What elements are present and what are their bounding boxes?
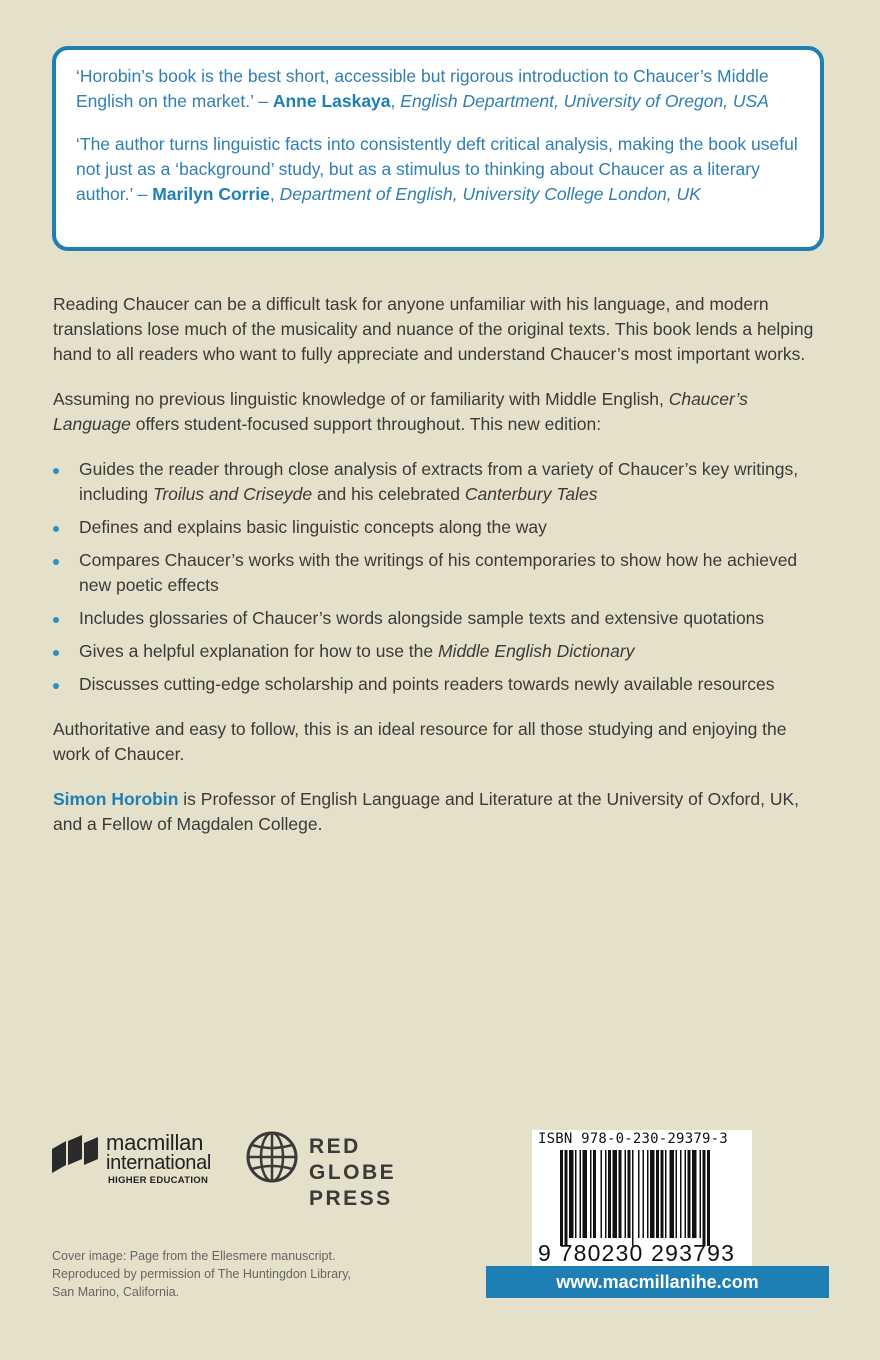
isbn-label: ISBN 978-0-230-29379-3 xyxy=(538,1131,728,1147)
list-item: Defines and explains basic linguistic concepts along the way xyxy=(53,515,828,540)
list-item: Guides the reader through close analysis of extracts from a variety of Chaucer’s key writings, including Troilus and Criseyde and his celebrated Canterbury Tales xyxy=(53,457,828,507)
list-item: Includes glossaries of Chaucer’s words alongside sample texts and extensive quotations xyxy=(53,606,828,631)
macmillan-line3: HIGHER EDUCATION xyxy=(108,1175,209,1186)
macmillan-line2: international xyxy=(106,1152,212,1174)
barcode-bar xyxy=(560,1150,563,1246)
intro-paragraph: Reading Chaucer can be a difficult task for anyone unfamiliar with his language, and modern translations lose much of the musicality and nuance of the original texts. This book lends a helping hand to all readers who want to fully appreciate and understand Chaucer’s most important works. xyxy=(53,294,814,364)
review-affiliation-2: Department of English, University College London, UK xyxy=(279,184,701,204)
barcode-bar xyxy=(593,1150,596,1238)
bullet-icon xyxy=(53,468,59,474)
barcode-bars xyxy=(532,1150,752,1246)
publisher-url: www.macmillanihe.com xyxy=(486,1266,829,1298)
list-item: Compares Chaucer’s works with the writings of his contemporaries to show how he achieved new poetic effects xyxy=(53,548,828,598)
barcode-bar xyxy=(628,1150,631,1238)
assuming-paragraph: Assuming no previous linguistic knowledge of or familiarity with Middle English, Chaucer’s Language offers student-focused support throughout. This new edition: xyxy=(53,389,748,434)
barcode-bar xyxy=(580,1150,582,1238)
barcode-bar xyxy=(608,1150,611,1238)
barcode xyxy=(532,1130,752,1268)
barcode-bar xyxy=(670,1150,675,1238)
bullet-icon xyxy=(53,559,59,565)
barcode-bar xyxy=(619,1150,622,1238)
review-affiliation-1: English Department, University of Oregon, USA xyxy=(400,91,769,111)
barcode-bar xyxy=(700,1150,702,1238)
book-title: Chaucer’s Language xyxy=(53,389,748,434)
barcode-bar xyxy=(661,1150,664,1238)
reviews-box xyxy=(52,46,824,251)
bullet-icon xyxy=(53,650,59,656)
review-author-2: Marilyn Corrie xyxy=(152,184,270,204)
barcode-bar xyxy=(703,1150,706,1246)
barcode-bar xyxy=(625,1150,627,1238)
bullet-icon xyxy=(53,526,59,532)
barcode-bar xyxy=(688,1150,691,1238)
barcode-bar xyxy=(590,1150,592,1238)
macmillan-line1: macmillan xyxy=(106,1130,204,1155)
review-quote-2: ‘The author turns linguistic facts into consistently deft critical analysis, making the book useful not just as a ‘background’ study, but as a stimulus to thinking about Chaucer as a literary author.’ – Marilyn Corrie, Department of English, University College London, UK xyxy=(76,134,798,204)
barcode-bar xyxy=(583,1150,588,1238)
barcode-bar xyxy=(613,1150,618,1238)
barcode-bar xyxy=(680,1150,682,1238)
blurb xyxy=(53,292,828,857)
barcode-bar xyxy=(647,1150,649,1238)
globe-icon xyxy=(245,1130,299,1184)
barcode-bar xyxy=(569,1150,574,1238)
author-name: Simon Horobin xyxy=(53,789,179,809)
barcode-bar xyxy=(575,1150,577,1238)
barcode-bar xyxy=(665,1150,667,1238)
red-globe-press-logo xyxy=(245,1130,445,1210)
barcode-bar xyxy=(650,1150,655,1238)
feature-list xyxy=(53,457,828,697)
bullet-icon xyxy=(53,617,59,623)
macmillan-m-icon xyxy=(52,1135,98,1173)
cover-image-credit: Cover image: Page from the Ellesmere manuscript. Reproduced by permission of The Huntingdon Library, San Marino, California. xyxy=(52,1249,352,1299)
barcode-bar xyxy=(601,1150,603,1238)
summary-paragraph: Authoritative and easy to follow, this is an ideal resource for all those studying and enjoying the work of Chaucer. xyxy=(53,719,787,764)
barcode-bar xyxy=(638,1150,640,1238)
barcode-digits: 9 780230 293793 xyxy=(538,1240,736,1266)
author-bio: Simon Horobin is Professor of English Language and Literature at the University of Oxford, UK, and a Fellow of Magdalen College. xyxy=(53,789,800,834)
barcode-bar xyxy=(656,1150,659,1238)
barcode-bar xyxy=(685,1150,687,1238)
barcode-bar xyxy=(632,1150,634,1246)
barcode-bar xyxy=(692,1150,697,1238)
macmillan-logo xyxy=(52,1130,227,1190)
barcode-bar xyxy=(605,1150,607,1238)
red-globe-press-text: RED GLOBE PRESS xyxy=(309,1135,397,1210)
list-item: Gives a helpful explanation for how to use the Middle English Dictionary xyxy=(53,639,828,664)
review-author-1: Anne Laskaya xyxy=(272,91,391,111)
bullet-icon xyxy=(53,683,59,689)
review-quote-1: ‘Horobin’s book is the best short, accessible but rigorous introduction to Chaucer’s Middle English on the market.’ – Anne Laskaya, English Department, University of Oregon, USA xyxy=(76,66,769,111)
barcode-bar xyxy=(565,1150,568,1246)
barcode-bar xyxy=(643,1150,645,1238)
list-item: Discusses cutting-edge scholarship and points readers towards newly available resources xyxy=(53,672,828,697)
barcode-bar xyxy=(707,1150,710,1246)
barcode-bar xyxy=(676,1150,678,1238)
